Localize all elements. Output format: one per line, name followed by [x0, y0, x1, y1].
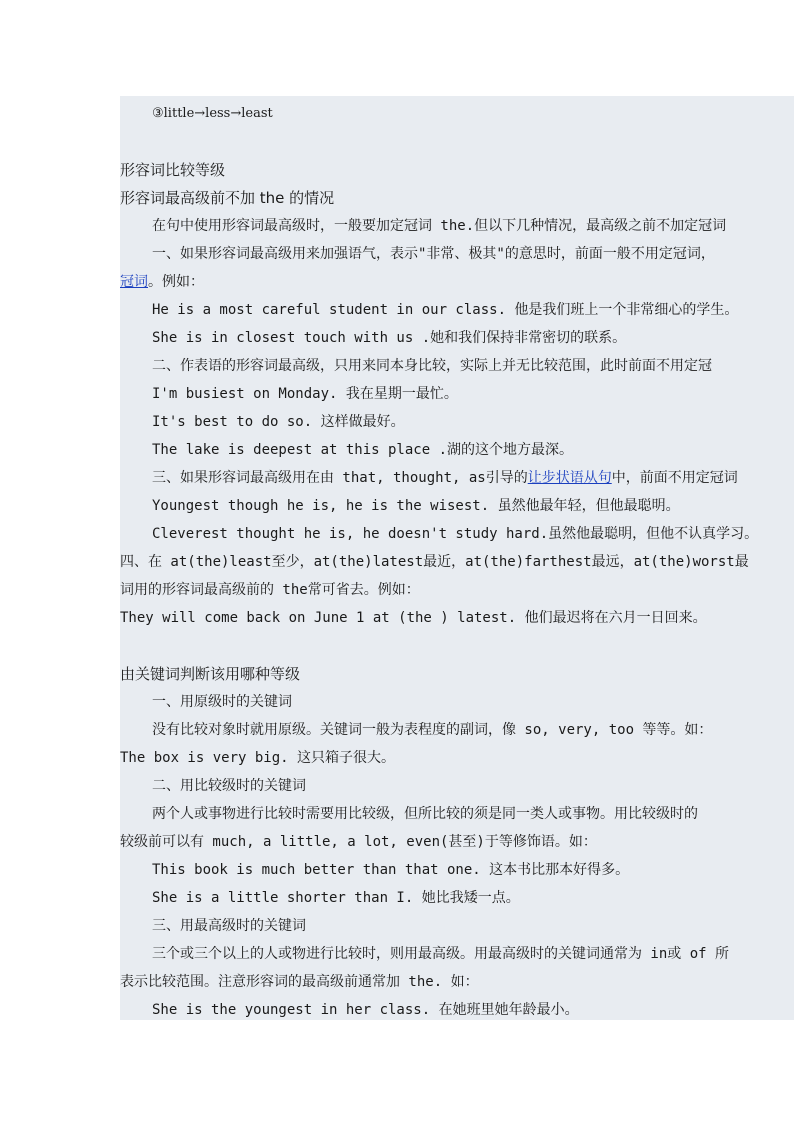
text-span: 三、如果形容词最高级用在由 that, thought, as引导的	[152, 470, 528, 486]
subsection-heading: 形容词最高级前不加 the 的情况	[120, 189, 335, 207]
text-line: 表示比较范围。注意形容词的最高级前通常加 the. 如：	[120, 974, 479, 990]
example-line: The box is very big. 这只箱子很大。	[120, 750, 396, 766]
text-line: 两个人或事物进行比较时需要用比较级，但所比较的须是同一类人或事物。用比较级时的	[152, 806, 698, 822]
article-link[interactable]: 冠词	[120, 274, 148, 290]
text-line: 没有比较对象时就用原级。关键词一般为表程度的副词，像 so, very, too 等等。如：	[152, 722, 713, 738]
text-line	[120, 272, 204, 292]
text-line: ③little→less→least	[152, 106, 273, 121]
example-line: I'm busiest on Monday. 我在星期一最忙。	[152, 386, 458, 402]
example-line: She is the youngest in her class. 在她班里她年龄最小。	[152, 1002, 579, 1018]
section-heading: 形容词比较等级	[120, 161, 226, 179]
example-line: The lake is deepest at this place .湖的这个地方最深。	[152, 442, 574, 458]
section-heading: 由关键词判断该用哪种等级	[120, 665, 301, 683]
subsection-heading: 三、用最高级时的关键词	[152, 918, 306, 934]
example-line: They will come back on June 1 at (the ) latest. 他们最迟将在六月一日回来。	[120, 610, 707, 626]
text-line: 三个或三个以上的人或物进行比较时，则用最高级。用最高级时的关键词通常为 in或 of 所	[152, 946, 729, 962]
text-line	[152, 468, 738, 488]
example-line: She is in closest touch with us .她和我们保持非常密切的联系。	[152, 330, 627, 346]
text-line: 较级前可以有 much, a little, a lot, even(甚至)于等修饰语。如：	[120, 834, 597, 850]
text-line: 二、作表语的形容词最高级，只用来同本身比较，实际上并无比较范围，此时前面不用定冠	[152, 358, 712, 374]
document-panel	[120, 96, 794, 1020]
example-line: She is a little shorter than I. 她比我矮一点。	[152, 890, 520, 906]
example-line: It's best to do so. 这样做最好。	[152, 414, 405, 430]
text-line: 词用的形容词最高级前的 the常可省去。例如：	[120, 582, 420, 598]
subsection-heading: 一、用原级时的关键词	[152, 694, 292, 710]
example-line: Cleverest thought he is, he doesn't study hard.虽然他最聪明，但他不认真学习。	[152, 526, 759, 542]
text-line: 在句中使用形容词最高级时，一般要加定冠词 the.但以下几种情况，最高级之前不加定冠词	[152, 218, 727, 234]
text-line: 四、在 at(the)least至少，at(the)latest最近，at(the)farthest最远，at(the)worst最	[120, 554, 749, 570]
concessive-clause-link[interactable]: 让步状语从句	[527, 470, 612, 486]
example-line: Youngest though he is, he is the wisest. 虽然他最年轻，但他最聪明。	[152, 498, 680, 514]
example-line: He is a most careful student in our class. 他是我们班上一个非常细心的学生。	[152, 302, 739, 318]
text-span: 中，前面不用定冠词	[611, 470, 738, 486]
text-line: 一、如果形容词最高级用来加强语气，表示"非常、极其"的意思时，前面一般不用定冠词，	[152, 246, 715, 262]
text-span: 。例如：	[148, 274, 204, 290]
example-line: This book is much better than that one. 这本书比那本好得多。	[152, 862, 630, 878]
subsection-heading: 二、用比较级时的关键词	[152, 778, 306, 794]
